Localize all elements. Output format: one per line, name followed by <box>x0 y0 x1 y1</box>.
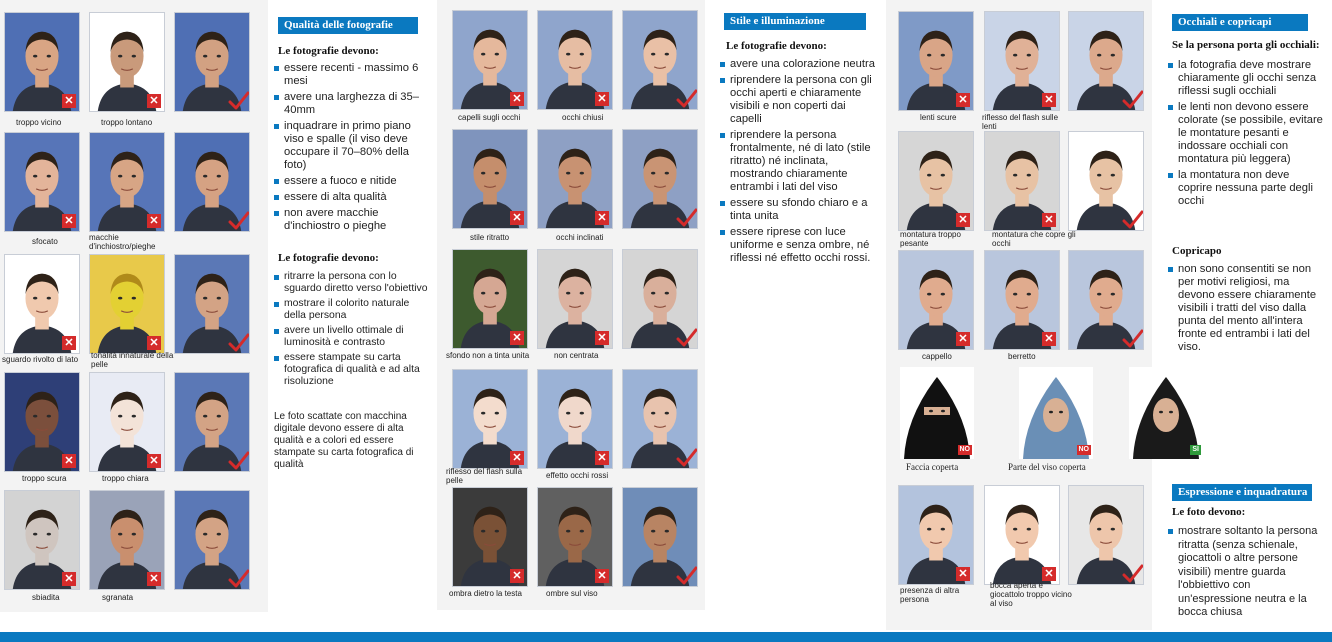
checkmark-icon <box>1121 327 1144 350</box>
section-title-style: Stile e illuminazione <box>724 13 866 30</box>
photo-caption: ombra dietro la testa <box>449 589 522 598</box>
list-item: mostrare soltanto la persona ritratta (senza schienale, giocattoli o altre persone visibili) mentre guarda l'obbiettivo con un'espressione neutra e la bocca chiusa <box>1168 525 1326 620</box>
checkmark-icon <box>675 564 698 587</box>
sample-photo <box>174 490 250 590</box>
reject-mark-icon: ✕ <box>510 92 524 106</box>
list-item: essere stampate su carta fotografica di qualità e ad alta risoluzione <box>274 352 432 388</box>
checkmark-icon <box>227 449 250 472</box>
sample-photo <box>89 132 165 232</box>
reject-mark-icon: ✕ <box>147 214 161 228</box>
headwear-subtitle: Copricapo <box>1172 245 1222 257</box>
photo-caption: effetto occhi rossi <box>546 471 609 480</box>
photo-caption: ombre sul viso <box>546 589 598 598</box>
reject-mark-icon: ✕ <box>62 214 76 228</box>
sample-photo <box>4 372 80 472</box>
photo-caption: presenza di altra persona <box>900 586 960 604</box>
sample-photo <box>1068 250 1144 350</box>
checkmark-icon <box>227 331 250 354</box>
sample-photo <box>4 254 80 354</box>
reject-mark-icon: ✕ <box>1042 567 1056 581</box>
reject-mark-icon: ✕ <box>956 332 970 346</box>
quality-note: Le foto scattate con macchina digitale devono essere di alta qualità e a colori ed essere stampate su carta fotografica di qualità <box>274 411 414 470</box>
sample-photo <box>622 369 698 469</box>
sample-photo <box>174 254 250 354</box>
reject-mark-icon: ✕ <box>147 454 161 468</box>
photo-caption: troppo lontano <box>101 118 153 127</box>
reject-mark-icon: ✕ <box>147 572 161 586</box>
sample-photo <box>537 487 613 587</box>
sample-photo <box>537 10 613 110</box>
sample-photo <box>174 12 250 112</box>
section-title-expression: Espressione e inquadratura <box>1172 484 1312 501</box>
photo-caption: troppo vicino <box>16 118 62 127</box>
sample-photo <box>452 249 528 349</box>
quality-list-2 <box>274 271 432 391</box>
photo-caption: riflesso del flash sulla pelle <box>446 467 523 485</box>
list-item: mostrare il colorito naturale della persona <box>274 298 432 322</box>
checkmark-icon <box>227 89 250 112</box>
list-item: inquadrare in primo piano viso e spalle (il viso deve occupare il 70–80% della foto) <box>274 120 432 172</box>
photo-caption: riflesso del flash sulle lenti <box>982 113 1059 131</box>
checkmark-icon <box>1121 88 1144 111</box>
sample-photo <box>898 131 974 231</box>
list-item: essere a fuoco e nitide <box>274 175 432 188</box>
sample-photo <box>622 249 698 349</box>
photo-caption: bocca aperta e giocattolo troppo vicino al viso <box>990 581 1072 608</box>
photo-caption: lenti scure <box>920 113 957 122</box>
sample-photo <box>89 12 165 112</box>
sample-photo <box>984 131 1060 231</box>
reject-mark-icon: ✕ <box>62 94 76 108</box>
sample-photo <box>1068 485 1144 585</box>
bottom-bar <box>0 632 1332 642</box>
reject-mark-icon: ✕ <box>147 94 161 108</box>
photo-caption: sfocato <box>32 237 58 246</box>
verdict-badge: NO <box>1078 446 1089 453</box>
reject-mark-icon: ✕ <box>595 569 609 583</box>
reject-mark-icon: ✕ <box>510 569 524 583</box>
expression-subtitle: Le foto devono: <box>1172 506 1246 518</box>
veil-caption: Parte del viso coperta <box>1008 462 1086 472</box>
glasses-subtitle: Se la persona porta gli occhiali: <box>1172 39 1320 51</box>
reject-mark-icon: ✕ <box>62 336 76 350</box>
verdict-badge: SI <box>1192 446 1199 453</box>
headwear-list <box>1168 263 1326 357</box>
reject-mark-icon: ✕ <box>62 572 76 586</box>
photo-caption: sbiadita <box>32 593 60 602</box>
checkmark-icon <box>675 87 698 110</box>
reject-mark-icon: ✕ <box>956 93 970 107</box>
sample-photo <box>984 11 1060 111</box>
list-item: essere riprese con luce uniforme e senza ombre, né riflessi né effetto occhi rossi. <box>720 226 880 265</box>
quality-subtitle: Le fotografie devono: <box>278 45 379 57</box>
list-item: avere un livello ottimale di luminosità e contrasto <box>274 325 432 349</box>
list-item: riprendere la persona con gli occhi aperti e chiaramente visibili e non coperti dai capelli <box>720 74 880 126</box>
reject-mark-icon: ✕ <box>147 336 161 350</box>
reject-mark-icon: ✕ <box>595 451 609 465</box>
list-item: ritrarre la persona con lo sguardo diretto verso l'obiettivo <box>274 271 432 295</box>
veil-photo <box>900 367 974 459</box>
list-item: essere di alta qualità <box>274 191 432 204</box>
photo-caption: berretto <box>1008 352 1036 361</box>
list-item: essere su sfondo chiaro e a tinta unita <box>720 197 880 223</box>
sample-photo <box>452 129 528 229</box>
sample-photo <box>452 487 528 587</box>
list-item: le lenti non devono essere colorate (se possibile, evitare le montature pesanti e indossare occhiali con montatura più leggera) <box>1168 101 1326 166</box>
reject-mark-icon: ✕ <box>1042 93 1056 107</box>
photo-caption: montatura che copre gli occhi <box>992 230 1076 248</box>
sample-photo <box>898 11 974 111</box>
sample-photo <box>174 372 250 472</box>
quality-subtitle-2: Le fotografie devono: <box>278 252 379 264</box>
sample-photo <box>622 129 698 229</box>
photo-caption: sfondo non a tinta unita <box>446 351 530 360</box>
list-item: avere una larghezza di 35–40mm <box>274 91 432 117</box>
reject-mark-icon: ✕ <box>62 454 76 468</box>
sample-photo <box>4 490 80 590</box>
sample-photo <box>452 10 528 110</box>
reject-mark-icon: ✕ <box>595 331 609 345</box>
reject-mark-icon: ✕ <box>510 331 524 345</box>
photo-caption: sguardo rivolto di lato <box>2 355 79 364</box>
quality-list <box>274 62 432 236</box>
photo-caption: macchie d'inchiostro/pieghe <box>89 233 156 251</box>
list-item: non sono consentiti se non per motivi religiosi, ma devono essere chiaramente visibili i tratti del viso dalla punta del mento all'intera fronte ed entrambi i lati del viso. <box>1168 263 1326 354</box>
checkmark-icon <box>227 567 250 590</box>
glasses-list <box>1168 59 1326 211</box>
sample-photo <box>622 487 698 587</box>
photo-caption: occhi chiusi <box>562 113 604 122</box>
list-item: non avere macchie d'inchiostro o pieghe <box>274 207 432 233</box>
sample-photo <box>537 249 613 349</box>
list-item: essere recenti - massimo 6 mesi <box>274 62 432 88</box>
reject-mark-icon: ✕ <box>510 211 524 225</box>
sample-photo <box>1068 11 1144 111</box>
sample-photo <box>89 254 165 354</box>
reject-mark-icon: ✕ <box>595 92 609 106</box>
photo-caption: troppo scura <box>22 474 67 483</box>
sample-photo <box>452 369 528 469</box>
sample-photo <box>984 485 1060 585</box>
reject-mark-icon: ✕ <box>510 451 524 465</box>
photo-caption: tonalità innaturale della pelle <box>91 351 174 369</box>
photo-caption: non centrata <box>554 351 599 360</box>
photo-caption: montatura troppo pesante <box>900 230 961 248</box>
checkmark-icon <box>1121 562 1144 585</box>
list-item: la fotografia deve mostrare chiaramente gli occhi senza riflessi sugli occhiali <box>1168 59 1326 98</box>
list-item: avere una colorazione neutra <box>720 58 880 71</box>
veil-photo <box>1019 367 1093 459</box>
photo-caption: capelli sugli occhi <box>458 113 521 122</box>
list-item: riprendere la persona frontalmente, né di lato (stile ritratto) né inclinata, mostrando chiaramente entrambi i lati del viso <box>720 129 880 194</box>
expression-list <box>1168 525 1326 623</box>
checkmark-icon <box>675 446 698 469</box>
photo-caption: sgranata <box>102 593 134 602</box>
checkmark-icon <box>227 209 250 232</box>
sample-photo <box>4 132 80 232</box>
sample-photo <box>89 490 165 590</box>
section-title-glasses: Occhiali e copricapi <box>1172 14 1308 31</box>
reject-mark-icon: ✕ <box>956 567 970 581</box>
sample-photo <box>174 132 250 232</box>
reject-mark-icon: ✕ <box>1042 213 1056 227</box>
veil-caption: Faccia coperta <box>906 462 959 472</box>
photo-caption: cappello <box>922 352 952 361</box>
sample-photo <box>1068 131 1144 231</box>
section-title-quality: Qualità delle fotografie <box>278 17 418 34</box>
checkmark-icon <box>675 326 698 349</box>
reject-mark-icon: ✕ <box>595 211 609 225</box>
photo-caption: occhi inclinati <box>556 233 604 242</box>
sample-photo <box>4 12 80 112</box>
sample-photo <box>89 372 165 472</box>
sample-photo <box>898 485 974 585</box>
list-item: la montatura non deve coprire nessuna parte degli occhi <box>1168 169 1326 208</box>
veil-photo <box>1129 367 1203 459</box>
sample-photo <box>898 250 974 350</box>
style-subtitle: Le fotografie devono: <box>726 40 827 52</box>
checkmark-icon <box>675 206 698 229</box>
photo-caption: troppo chiara <box>102 474 149 483</box>
reject-mark-icon: ✕ <box>1042 332 1056 346</box>
sample-photo <box>984 250 1060 350</box>
sample-photo <box>537 129 613 229</box>
sample-photo <box>622 10 698 110</box>
style-list <box>720 58 880 268</box>
sample-photo <box>537 369 613 469</box>
reject-mark-icon: ✕ <box>956 213 970 227</box>
photo-caption: stile ritratto <box>470 233 510 242</box>
checkmark-icon <box>1121 208 1144 231</box>
verdict-badge: NO <box>959 446 970 453</box>
